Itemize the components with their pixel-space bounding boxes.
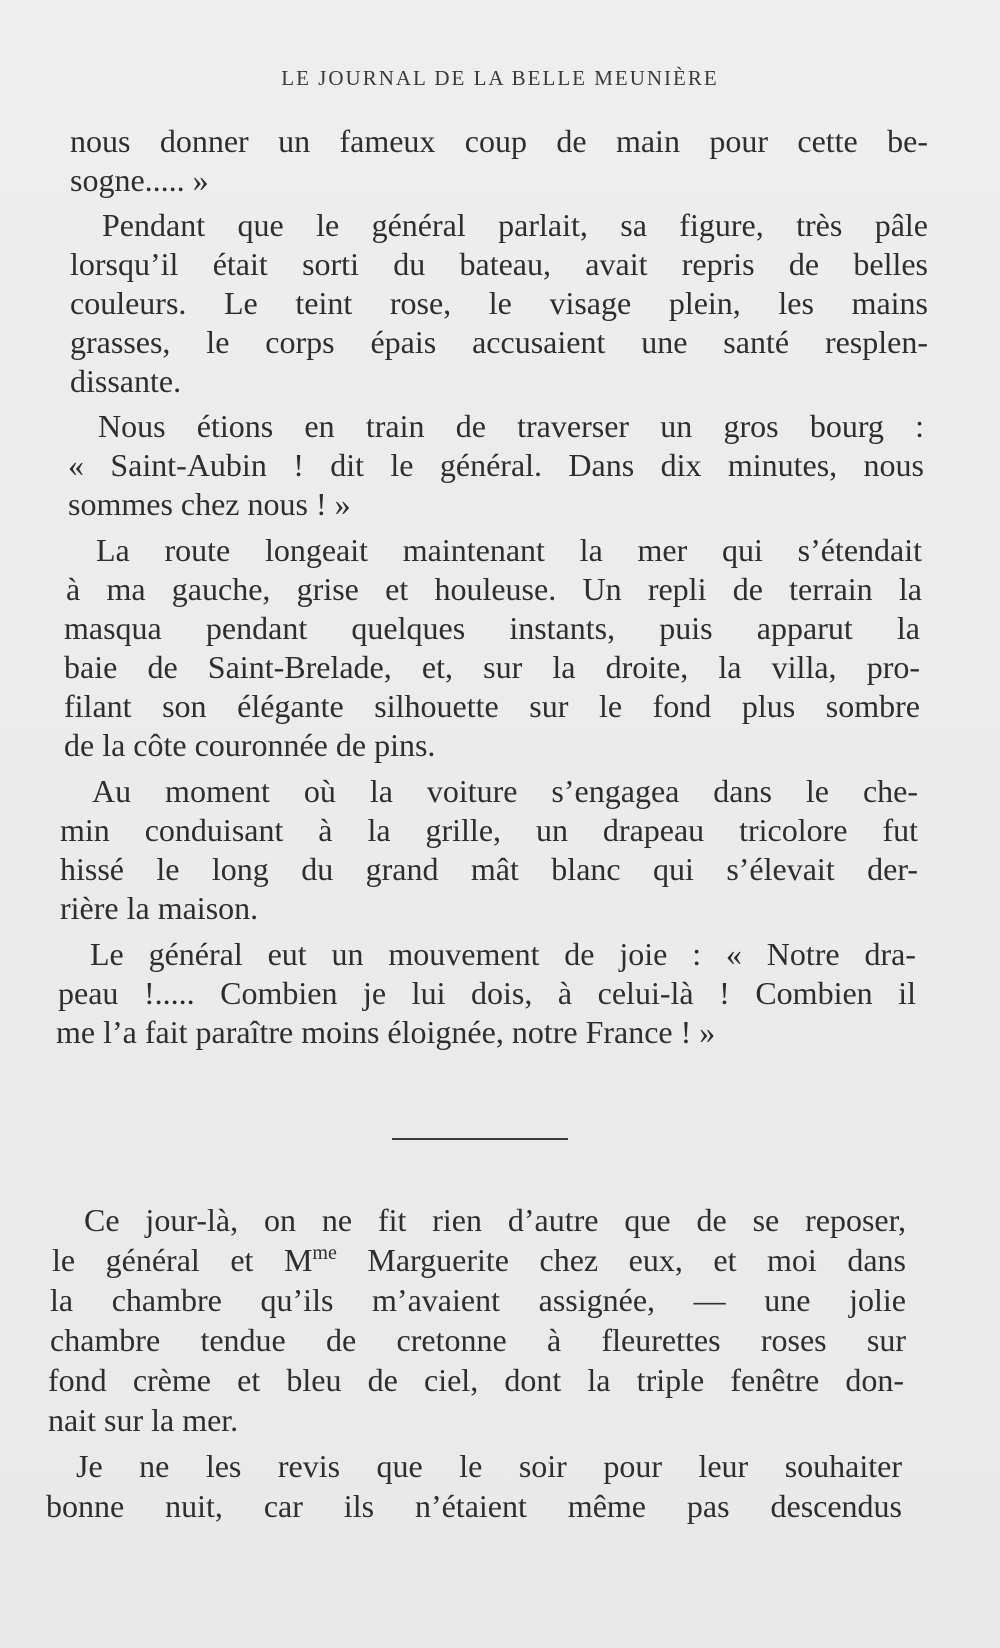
text-line: fond crème et bleu de ciel, dont la triple fenêtre don- bbox=[48, 1362, 904, 1398]
text-line: la chambre qu’ils m’avaient assignée, — une jolie bbox=[50, 1282, 906, 1318]
text-line: Le général eut un mouvement de joie : « Notre dra- bbox=[90, 936, 916, 972]
text-line: Au moment où la voiture s’engagea dans le che- bbox=[92, 773, 918, 809]
text-line: Pendant que le général parlait, sa figure, très pâle bbox=[102, 207, 928, 243]
text-line: Ce jour-là, on ne fit rien d’autre que de se reposer, bbox=[84, 1202, 906, 1238]
text-line: La route longeait maintenant la mer qui s’étendait bbox=[96, 532, 922, 568]
text-line: lorsqu’il était sorti du bateau, avait repris de belles bbox=[70, 246, 928, 282]
text-line: sommes chez nous ! » bbox=[68, 486, 351, 522]
running-head: LE JOURNAL DE LA BELLE MEUNIÈRE bbox=[281, 66, 719, 90]
text-line: dissante. bbox=[70, 363, 182, 399]
text-segment: le général et M bbox=[52, 1242, 313, 1278]
text-line: de la côte couronnée de pins. bbox=[64, 727, 436, 763]
text-line: chambre tendue de cretonne à fleurettes roses sur bbox=[50, 1322, 906, 1358]
text-line: me l’a fait paraître moins éloignée, notre France ! » bbox=[56, 1014, 716, 1050]
text-line: couleurs. Le teint rose, le visage plein, les mains bbox=[70, 285, 928, 321]
section-divider bbox=[392, 1138, 568, 1140]
text-line: bonne nuit, car ils n’étaient même pas descendus bbox=[46, 1488, 902, 1524]
text-line: nait sur la mer. bbox=[48, 1402, 239, 1438]
text-line: filant son élégante silhouette sur le fond plus sombre bbox=[64, 688, 920, 724]
text-line: grasses, le corps épais accusaient une santé resplen- bbox=[70, 324, 928, 360]
text-line: baie de Saint-Brelade, et, sur la droite, la villa, pro- bbox=[64, 649, 920, 685]
text-line: masqua pendant quelques instants, puis apparut la bbox=[64, 610, 920, 646]
text-line: rière la maison. bbox=[60, 890, 259, 926]
superscript-abbreviation: me bbox=[312, 1242, 337, 1264]
text-line bbox=[52, 1240, 906, 1280]
text-line: Je ne les revis que le soir pour leur souhaiter bbox=[76, 1448, 902, 1484]
text-line: « Saint-Aubin ! dit le général. Dans dix minutes, nous bbox=[68, 447, 924, 483]
text-line: Nous étions en train de traverser un gros bourg : bbox=[98, 408, 924, 444]
text-line: peau !..... Combien je lui dois, à celui-là ! Combien il bbox=[58, 975, 916, 1011]
text-line: à ma gauche, grise et houleuse. Un repli de terrain la bbox=[66, 571, 922, 607]
text-segment: Marguerite chez eux, et moi dans bbox=[336, 1242, 906, 1278]
text-line: min conduisant à la grille, un drapeau tricolore fut bbox=[60, 812, 918, 848]
text-line: hissé le long du grand mât blanc qui s’élevait der- bbox=[60, 851, 918, 887]
text-line: sogne..... » bbox=[70, 162, 209, 198]
text-line: nous donner un fameux coup de main pour cette be- bbox=[70, 123, 928, 159]
